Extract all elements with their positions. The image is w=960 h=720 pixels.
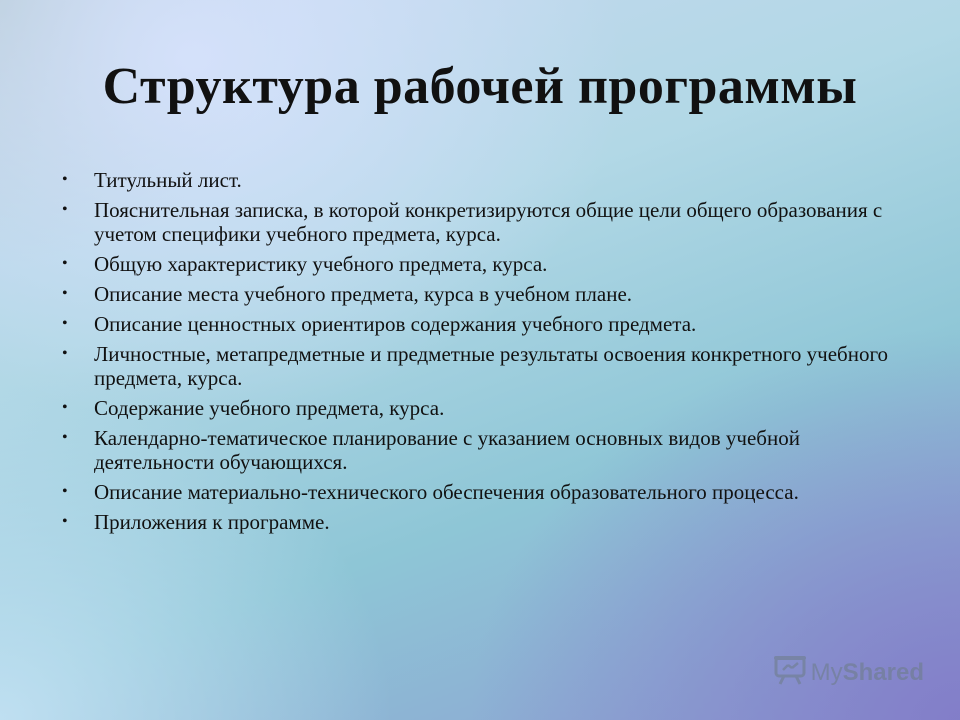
list-item-text: Общую характеристику учебного предмета, курса. bbox=[94, 252, 548, 276]
watermark-text bbox=[811, 659, 924, 687]
list-item bbox=[62, 426, 902, 474]
bullet-icon: • bbox=[62, 255, 68, 272]
list-item bbox=[62, 510, 902, 534]
list-item-text: Описание места учебного предмета, курса в учебном плане. bbox=[94, 282, 633, 306]
bullet-icon: • bbox=[62, 171, 68, 188]
list-item bbox=[62, 168, 902, 192]
bullet-icon: • bbox=[62, 483, 68, 500]
bullet-icon: • bbox=[62, 429, 68, 446]
watermark-text-light: My bbox=[810, 658, 843, 686]
list-item-text: Описание материально-технического обеспечения образовательного процесса. bbox=[94, 480, 799, 504]
list-item-text: Календарно-тематическое планирование с указанием основных видов учебной деятельности обучающихся. bbox=[94, 426, 800, 474]
watermark-logo bbox=[773, 655, 924, 690]
presentation-board-icon bbox=[773, 655, 807, 690]
list-item-text: Описание ценностных ориентиров содержания учебного предмета. bbox=[94, 312, 697, 336]
bullet-icon: • bbox=[62, 399, 68, 416]
list-item-text: Личностные, метапредметные и предметные результаты освоения конкретного учебного предмета, курса. bbox=[94, 342, 889, 390]
bullet-icon: • bbox=[62, 285, 68, 302]
list-item-text: Титульный лист. bbox=[94, 168, 242, 192]
list-item bbox=[62, 252, 902, 276]
list-item bbox=[62, 396, 902, 420]
slide-title: Структура рабочей программы bbox=[102, 58, 858, 115]
list-item bbox=[62, 312, 902, 336]
bullet-icon: • bbox=[62, 201, 68, 218]
list-item bbox=[62, 198, 902, 246]
list-item bbox=[62, 480, 902, 504]
bullet-icon: • bbox=[62, 513, 68, 530]
list-item-text: Приложения к программе. bbox=[94, 510, 330, 534]
watermark-text-bold: Shared bbox=[842, 658, 924, 686]
list-item-text: Содержание учебного предмета, курса. bbox=[94, 396, 445, 420]
list-item-text: Пояснительная записка, в которой конкретизируются общие цели общего образования с учетом специфики учебного предмета, курса. bbox=[94, 198, 883, 246]
bullet-icon: • bbox=[62, 315, 68, 332]
list-item bbox=[62, 282, 902, 306]
bullet-icon: • bbox=[62, 345, 68, 362]
bullet-list bbox=[62, 168, 902, 540]
list-item bbox=[62, 342, 902, 390]
